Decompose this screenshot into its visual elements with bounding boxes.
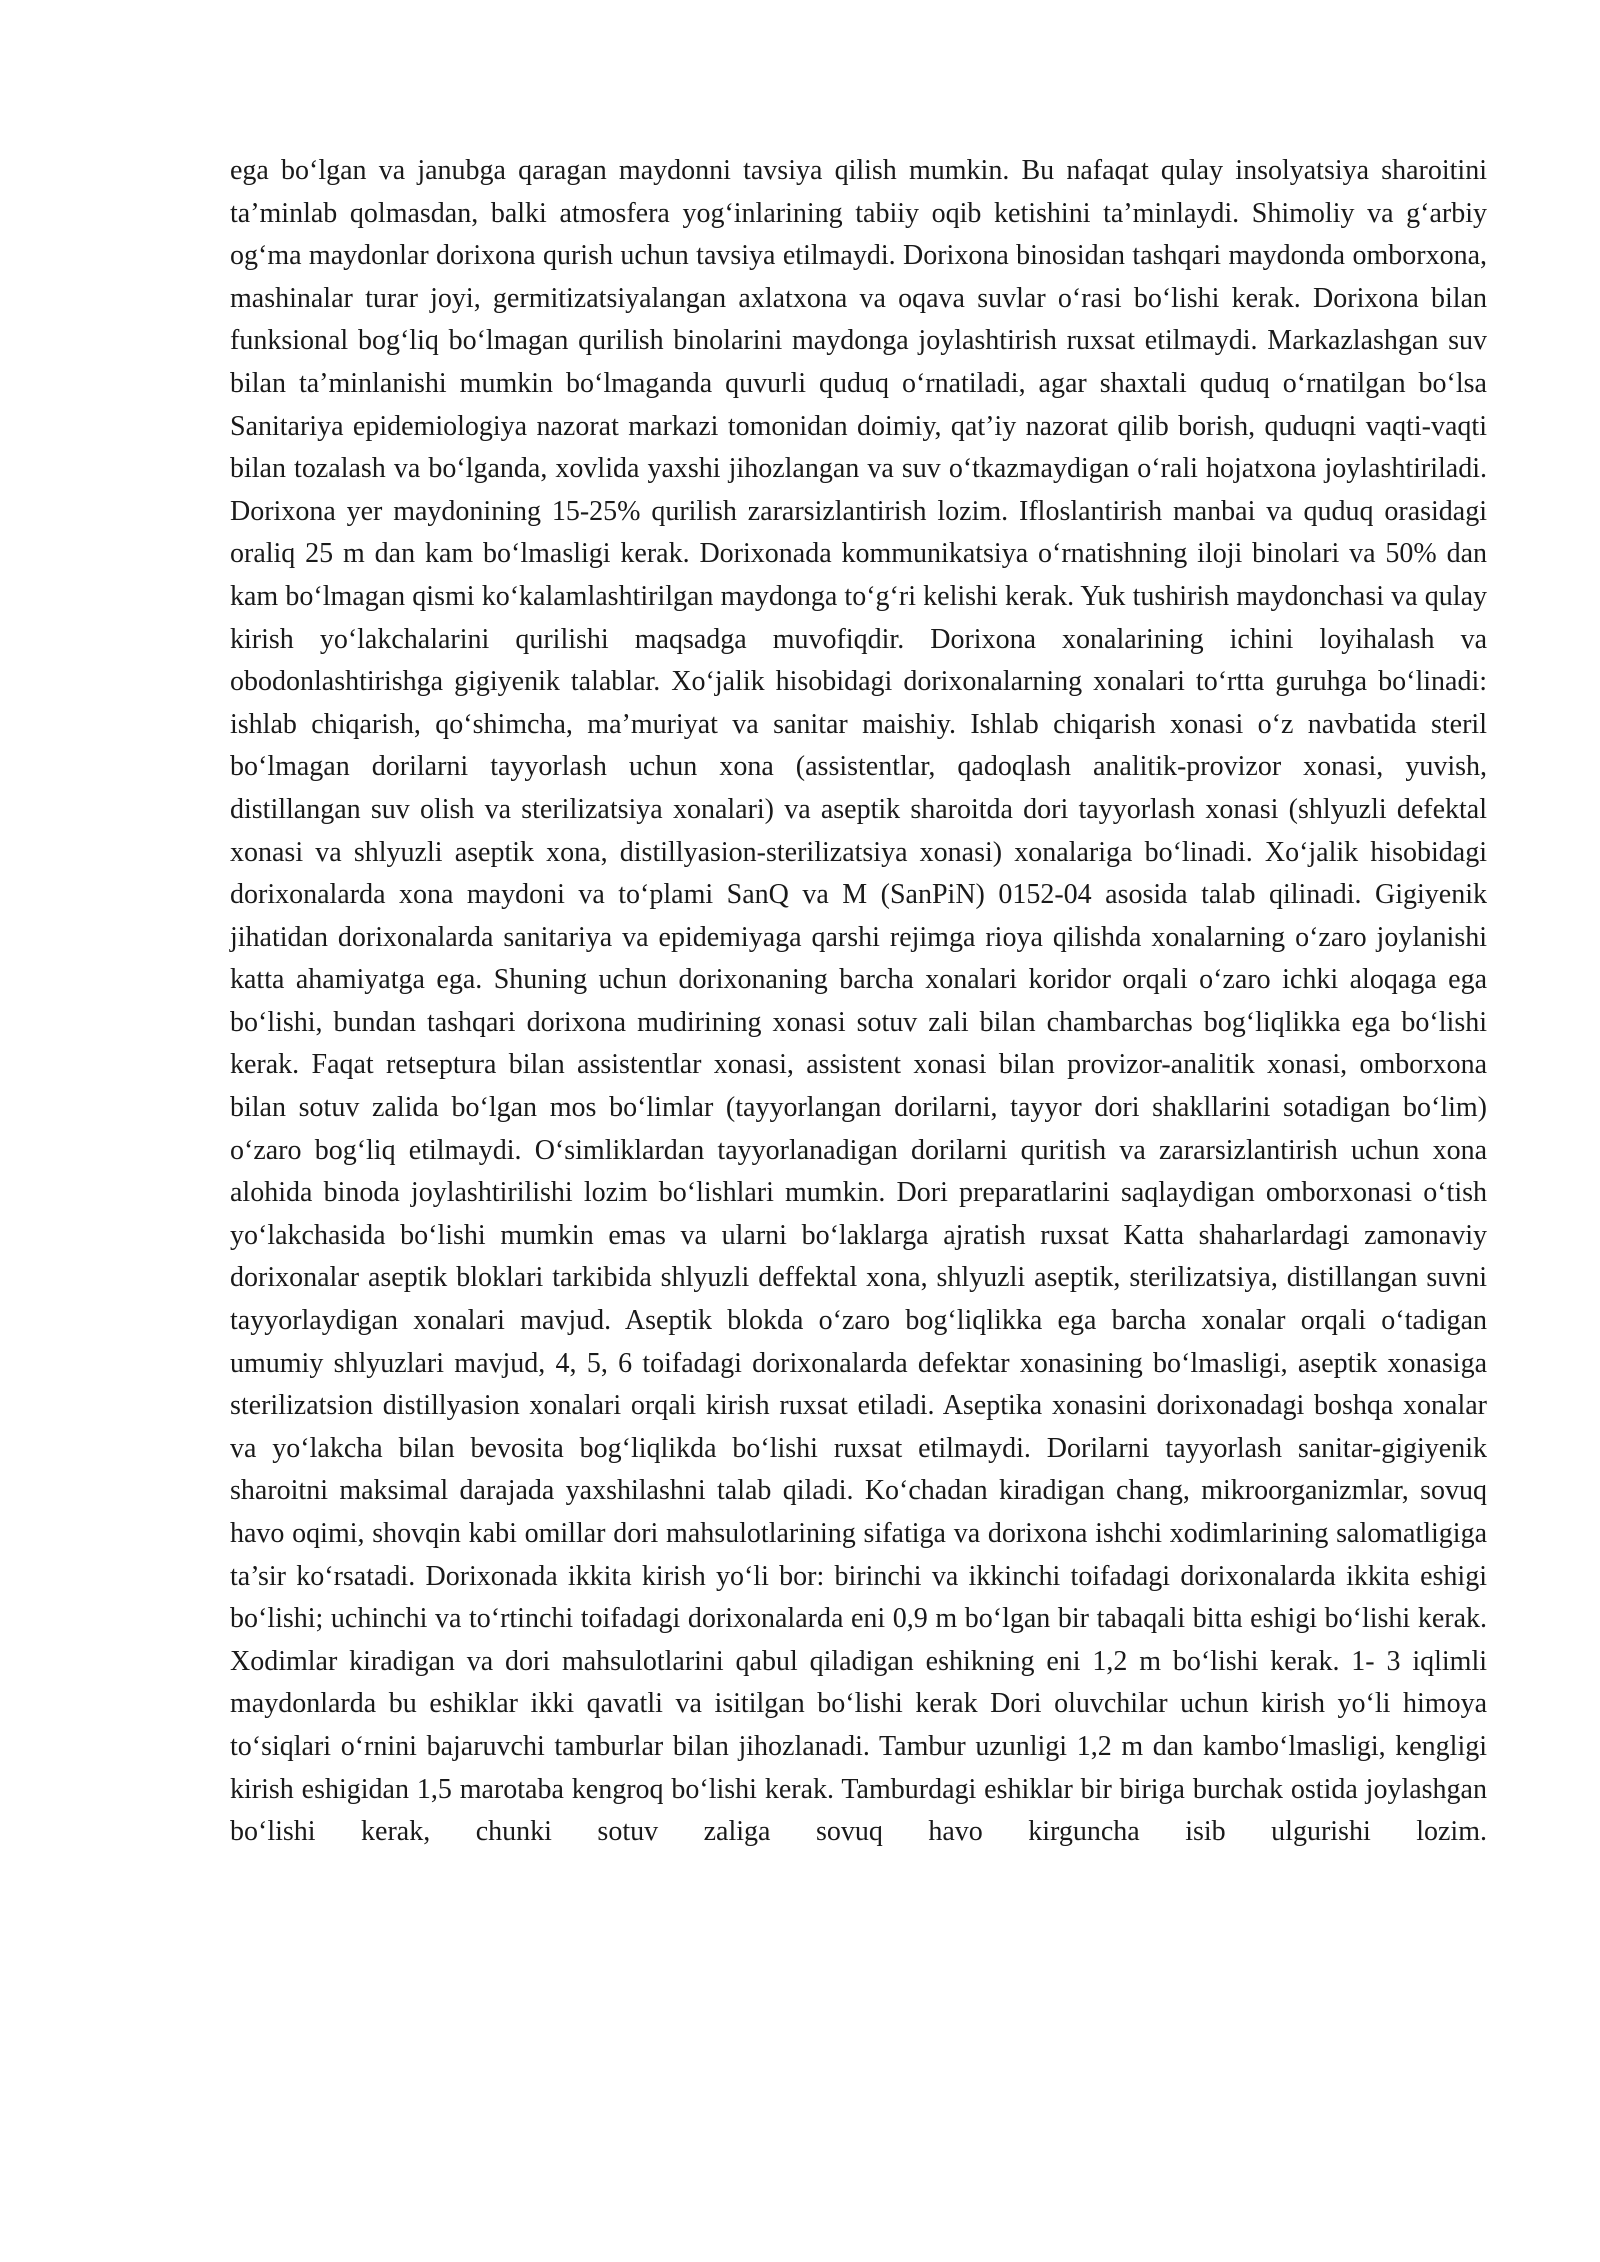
body-paragraph: ega bo‘lgan va janubga qaragan maydonni tavsiya qilish mumkin. Bu nafaqat qulay insolyatsiya sharoitini ta’minlab qolmasdan, balki atmosfera yog‘inlarining tabiiy oqib ketishini ta’minlaydi. Shimoliy va g‘arbiy og‘ma maydonlar dorixona qurish uchun tavsiya etilmaydi. Dorixona binosidan tashqari maydonda omborxona, mashinalar turar joyi, germitizatsiyalangan axlatxona va oqava suvlar o‘rasi bo‘lishi kerak. Dorixona bilan funksional bog‘liq bo‘lmagan qurilish binolarini maydonga joylashtirish ruxsat etilmaydi. Markazlashgan suv bilan ta’minlanishi mumkin bo‘lmaganda quvurli quduq o‘rnatiladi, agar shaxtali quduq o‘rnatilgan bo‘lsa Sanitariya epidemiologiya nazorat markazi tomonidan doimiy, qat’iy nazorat qilib borish, quduqni vaqti-vaqti bilan tozalash va bo‘lganda, xovlida yaxshi jihozlangan va suv o‘tkazmaydigan o‘rali hojatxona joylashtiriladi. Dorixona yer maydonining 15-25% qurilish zararsizlantirish lozim. Ifloslantirish manbai va quduq orasidagi oraliq 25 m dan kam bo‘lmasligi kerak. Dorixonada kommunikatsiya o‘rnatishning iloji binolari va 50% dan kam bo‘lmagan qismi ko‘kalamlashtirilgan maydonga to‘g‘ri kelishi kerak. Yuk tushirish maydonchasi va qulay kirish yo‘lakchalarini qurilishi maqsadga muvofiqdir. Dorixona xonalarining ichini loyihalash va obodonlashtirishga gigiyenik talablar. Xo‘jalik hisobidagi dorixonalarning xonalari to‘rtta guruhga bo‘linadi: ishlab chiqarish, qo‘shimcha, ma’muriyat va sanitar maishiy. Ishlab chiqarish xonasi o‘z navbatida steril bo‘lmagan dorilarni tayyorlash uchun xona (assistentlar, qadoqlash analitik-provizor xonasi, yuvish, distillangan suv olish va sterilizatsiya xonalari) va aseptik sharoitda dori tayyorlash xonasi (shlyuzli defektal xonasi va shlyuzli aseptik xona, distillyasion-sterilizatsiya xonasi) xonalariga bo‘linadi. Xo‘jalik hisobidagi dorixonalarda xona maydoni va to‘plami SanQ va M (SanPiN) 0152-04 asosida talab qilinadi. Gigiyenik jihatidan dorixonalarda sanitariya va epidemiyaga qarshi rejimga rioya qilishda xonalarning o‘zaro joylanishi katta ahamiyatga ega. Shuning uchun dorixonaning barcha xonalari koridor orqali o‘zaro ichki aloqaga ega bo‘lishi, bundan tashqari dorixona mudirining xonasi sotuv zali bilan chambarchas bog‘liqlikka ega bo‘lishi kerak. Faqat retseptura bilan assistentlar xonasi, assistent xonasi bilan provizor-analitik xonasi, omborxona bilan sotuv zalida bo‘lgan mos bo‘limlar (tayyorlangan dorilarni, tayyor dori shakllarini sotadigan bo‘lim) o‘zaro bog‘liq etilmaydi. O‘simliklardan tayyorlanadigan dorilarni quritish va zararsizlantirish uchun xona alohida binoda joylashtirilishi lozim bo‘lishlari mumkin. Dori preparatlarini saqlaydigan omborxonasi o‘tish yo‘lakchasida bo‘lishi mumkin emas va ularni bo‘laklarga ajratish ruxsat Katta shaharlardagi zamonaviy dorixonalar aseptik bloklari tarkibida shlyuzli deffektal xona, shlyuzli aseptik, sterilizatsiya, distillangan suvni tayyorlaydigan xonalari mavjud. Aseptik blokda o‘zaro bog‘liqlikka ega barcha xonalar orqali o‘tadigan umumiy shlyuzlari mavjud, 4, 5, 6 toifadagi dorixonalarda defektar xonasining bo‘lmasligi, aseptik xonasiga sterilizatsion distillyasion xonalari orqali kirish ruxsat etiladi. Aseptika xonasini dorixonadagi boshqa xonalar va yo‘lakcha bilan bevosita bog‘liqlikda bo‘lishi ruxsat etilmaydi. Dorilarni tayyorlash sanitar-gigiyenik sharoitni maksimal darajada yaxshilashni talab qiladi. Ko‘chadan kiradigan chang, mikroorganizmlar, sovuq havo oqimi, shovqin kabi omillar dori mahsulotlarining sifatiga va dorixona ishchi xodimlarining salomatligiga ta’sir ko‘rsatadi. Dorixonada ikkita kirish yo‘li bor: birinchi va ikkinchi toifadagi dorixonalarda ikkita eshigi bo‘lishi; uchinchi va to‘rtinchi toifadagi dorixonalarda eni 0,9 m bo‘lgan bir tabaqali bitta eshigi bo‘lishi kerak. Xodimlar kiradigan va dori mahsulotlarini qabul qiladigan eshikning eni 1,2 m bo‘lishi kerak. 1- 3 iqlimli maydonlarda bu eshiklar ikki qavatli va isitilgan bo‘lishi kerak Dori oluvchilar uchun kirish yo‘li himoya to‘siqlari o‘rnini bajaruvchi tamburlar bilan jihozlanadi. Tambur uzunligi 1,2 m dan kambo‘lmasligi, kengligi kirish eshigidan 1,5 marotaba kengroq bo‘lishi kerak. Tamburdagi eshiklar bir biriga burchak ostida joylashgan bo‘lishi kerak, chunki sotuv zaliga sovuq havo kirguncha isib ulgurishi lozim.: [230, 155, 1487, 1848]
